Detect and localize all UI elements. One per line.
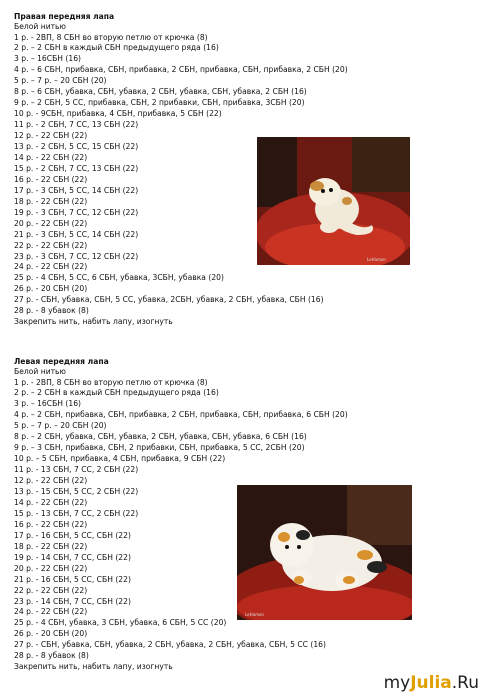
section1-row: 19 р. - 3 СБН, 7 СС, 12 СБН (22)	[14, 207, 139, 217]
section1-row: 5 р. – 7 р. – 20 СБН (20)	[14, 76, 107, 86]
section1-row: 3 р. – 16СБН (16)	[14, 54, 81, 64]
section2-color: Белой нитью	[14, 367, 66, 376]
section1-row: 27 р. - СБН, убавка, СБН, 5 СС, убавка, 2СБН, убавка, 2 СБН, убавка, СБН (16)	[14, 295, 324, 305]
section1-row: 21 р. - 3 СБН, 5 СС, 14 СБН (22)	[14, 229, 139, 239]
section1-row: 13 р. - 2 СБН, 5 СС, 15 СБН (22)	[14, 142, 139, 151]
section1-row: 18 р. - 22 СБН (22)	[14, 196, 88, 206]
section2-row: 9 р. – 3 СБН, прибавка, СБН, 2 прибавки, СБН, прибавка, 5 СС, 2СБН (20)	[14, 443, 305, 453]
brand-part-3: .Ru	[451, 673, 479, 693]
section1-title: Правая передняя лапа	[14, 12, 115, 21]
section2-title: Левая передняя лапа	[14, 357, 109, 366]
section2-row: 13 р. - 15 СБН, 5 СС, 2 СБН (22)	[14, 487, 139, 496]
section2-row: 4 р. – 2 СБН, прибавка, СБН, прибавка, 2 СБН, прибавка, СБН, прибавка, 6 СБН (20)	[14, 410, 348, 420]
section2-row: 14 р. - 22 СБН (22)	[14, 497, 88, 507]
toy-photo-1: LeHamon	[257, 137, 410, 265]
section2-row: 24 р. - 22 СБН (22)	[14, 607, 88, 617]
section2-row: 3 р. – 16СБН (16)	[14, 399, 81, 409]
section1-row: 22 р. - 22 СБН (22)	[14, 240, 88, 250]
section1-row: Закрепить нить, набить лапу, изогнуть	[14, 317, 173, 327]
section1-row: 25 р. - 4 СБН, 5 СС, 6 СБН, убавка, 3СБН, убавка (20)	[14, 273, 224, 283]
section1-row: 14 р. - 22 СБН (22)	[14, 152, 88, 162]
section1-row: 8 р. – 6 СБН, убавка, СБН, убавка, 2 СБН, убавка, СБН, убавка, 2 СБН (16)	[14, 87, 307, 97]
section1-row: 24 р. - 22 СБН (22)	[14, 262, 88, 272]
section1-row: 11 р. - 2 СБН, 7 СС, 13 СБН (22)	[14, 120, 139, 130]
section1-row: 23 р. - 3 СБН, 7 СС, 12 СБН (22)	[14, 251, 139, 261]
section1-row: 28 р. - 8 убавок (8)	[14, 306, 89, 316]
section2-row: 19 р. - 14 СБН, 7 СС, СБН (22)	[14, 552, 131, 562]
site-brand	[384, 673, 479, 693]
section2-row: 17 р. - 16 СБН, 5 СС, СБН (22)	[14, 530, 131, 540]
section1-row: 20 р. - 22 СБН (22)	[14, 218, 88, 228]
brand-part-1: my	[383, 673, 411, 693]
section2-row: 25 р. - 4 СБН, убавка, 3 СБН, убавка, 6 СБН, 5 СС (20)	[14, 618, 227, 628]
section1-row: 9 р. – 2 СБН, 5 СС, прибавка, СБН, 2 прибавки, СБН, прибавка, 3СБН (20)	[14, 98, 305, 108]
section2-row: 2 р. – 2 СБН в каждый СБН предыдущего ряда (16)	[14, 388, 219, 398]
section2-row: 11 р. - 13 СБН, 7 СС, 2 СБН (22)	[14, 465, 139, 475]
section2-row: 27 р. - СБН, убавка, СБН, убавка, 2 СБН, убавка, 2 СБН, убавка, СБН, 5 СС (16)	[14, 640, 326, 650]
section1-row: 2 р. – 2 СБН в каждый СБН предыдущего ряда (16)	[14, 43, 219, 53]
section2-row: 22 р. - 22 СБН (22)	[14, 585, 88, 595]
section1-row: 17 р. - 3 СБН, 5 СС, 14 СБН (22)	[14, 185, 139, 195]
section2-row: 26 р. - 20 СБН (20)	[14, 629, 88, 639]
section1-row: 12 р. - 22 СБН (22)	[14, 131, 88, 141]
section1-row: 16 р. - 22 СБН (22)	[14, 174, 88, 184]
section2-row: 18 р. - 22 СБН (22)	[14, 541, 88, 551]
section2-row: 1 р. - 2ВП, 8 СБН во вторую петлю от крючка (8)	[14, 377, 208, 387]
section2-row: Закрепить нить, набить лапу, изогнуть	[14, 662, 173, 672]
section2-row: 28 р. - 8 убавок (8)	[14, 651, 89, 661]
section2-row: 12 р. - 22 СБН (22)	[14, 476, 88, 486]
section1-row: 10 р. - 9СБН, прибавка, 4 СБН, прибавка, 5 СБН (22)	[14, 109, 222, 119]
section1-row: 4 р. – 6 СБН, прибавка, СБН, прибавка, 2 СБН, прибавка, СБН, прибавка, 2 СБН (20)	[14, 65, 348, 75]
section2-row: 5 р. – 7 р. – 20 СБН (20)	[14, 421, 107, 431]
section1-color: Белой нитью	[14, 22, 66, 31]
brand-part-2: Julia	[410, 673, 452, 693]
section1-row: 1 р. - 2ВП, 8 СБН во вторую петлю от крючка (8)	[14, 32, 208, 42]
section2-row: 10 р. – 5 СБН, прибавка, 4 СБН, прибавка, 9 СБН (22)	[14, 454, 226, 464]
section2-row: 8 р. – 2 СБН, убавка, СБН, убавка, 2 СБН, убавка, СБН, убавка, 6 СБН (16)	[14, 432, 307, 442]
section1-row: 15 р. - 2 СБН, 7 СС, 13 СБН (22)	[14, 163, 139, 173]
section2-row: 20 р. - 22 СБН (22)	[14, 563, 88, 573]
section2-row: 23 р. - 14 СБН, 7 СС, СБН (22)	[14, 596, 131, 606]
section1-row: 26 р. - 20 СБН (20)	[14, 284, 88, 294]
toy-photo-2: LeHamon	[237, 485, 412, 620]
section2-row: 21 р. - 16 СБН, 5 СС, СБН (22)	[14, 574, 131, 584]
section2-row: 15 р. - 13 СБН, 7 СС, 2 СБН (22)	[14, 508, 139, 518]
section2-row: 16 р. - 22 СБН (22)	[14, 519, 88, 529]
